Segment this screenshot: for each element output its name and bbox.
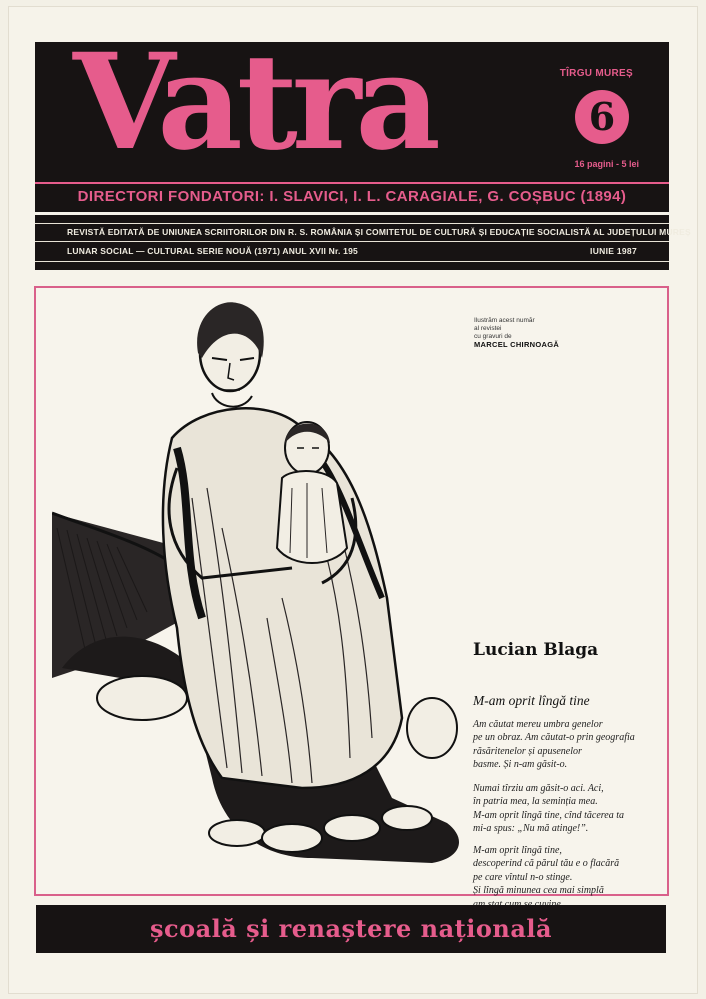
poem-line: Numai tîrziu am găsit-o aci. Aci, xyxy=(473,783,604,794)
poem-stanza xyxy=(473,718,673,772)
issue-number: 6 xyxy=(588,94,616,139)
poem-line: pe care vîntul n-o stinge. xyxy=(473,871,573,883)
masthead xyxy=(35,25,669,182)
poem-title: M-am oprit lîngă tine xyxy=(473,693,590,708)
poem-line: M-am oprit lîngă tine, cînd tăcerea ta xyxy=(473,809,624,821)
poem-line: Am căutat mereu umbra genelor xyxy=(473,719,603,730)
founders-band xyxy=(35,182,669,212)
illustration-credit xyxy=(474,317,559,349)
divider xyxy=(35,261,669,262)
credit-line: Ilustrăm acest număr xyxy=(474,317,535,324)
artist-name: MARCEL CHIRNOAGĂ xyxy=(474,340,560,349)
issue-date: IUNIE 1987 xyxy=(590,246,637,256)
divider xyxy=(35,241,669,242)
poem-line: M-am oprit lîngă tine, xyxy=(473,845,562,856)
founders-text: DIRECTORI FONDATORI: I. SLAVICI, I. L. CARAGIALE, G. COȘBUC (1894) xyxy=(77,188,627,205)
pages-price: 16 pagini - 5 lei xyxy=(574,159,639,169)
cover-frame xyxy=(34,286,669,896)
motto-band xyxy=(36,905,666,953)
poem-line: mi-a spus: „Nu mă atinge!”. xyxy=(473,823,589,835)
poem-line: descoperind că părul tău e o flacără xyxy=(473,858,620,870)
poem-line: basme. Și n-am găsit-o. xyxy=(473,759,568,771)
divider xyxy=(35,223,669,224)
publisher-text: REVISTĂ EDITATĂ DE UNIUNEA SCRIITORILOR DIN R. S. ROMÂNIA ȘI COMITETUL DE CULTURĂ ȘI EDUCAȚIE SOCIALISTĂ AL JUDEȚULUI MUREȘ xyxy=(67,227,691,237)
poem-line: pe un obraz. Am căutat-o prin geografia xyxy=(473,732,635,744)
magazine-title: Vatra xyxy=(73,25,435,180)
poet-name: Lucian Blaga xyxy=(473,640,599,660)
series-text: LUNAR SOCIAL — CULTURAL SERIE NOUĂ (1971) ANUL XVII Nr. 195 xyxy=(67,246,358,256)
poem-stanza xyxy=(473,782,673,836)
publication-place: TÎRGU MUREȘ xyxy=(559,68,633,79)
motto-text: școală și renaștere națională xyxy=(149,914,553,943)
madonna-engraving xyxy=(52,298,472,888)
poem-line: răsăritenelor și apusenelor xyxy=(473,745,582,757)
poem-line: Și lîngă minunea cea mai simplă xyxy=(473,885,604,897)
credit-line: al revistei xyxy=(474,325,502,332)
info-band xyxy=(35,215,691,270)
credit-line: cu gravuri de xyxy=(474,333,512,340)
poem-stanza xyxy=(473,844,673,911)
poem-line: în patria mea, la seminția mea. xyxy=(473,796,598,808)
issue-badge xyxy=(575,90,629,144)
